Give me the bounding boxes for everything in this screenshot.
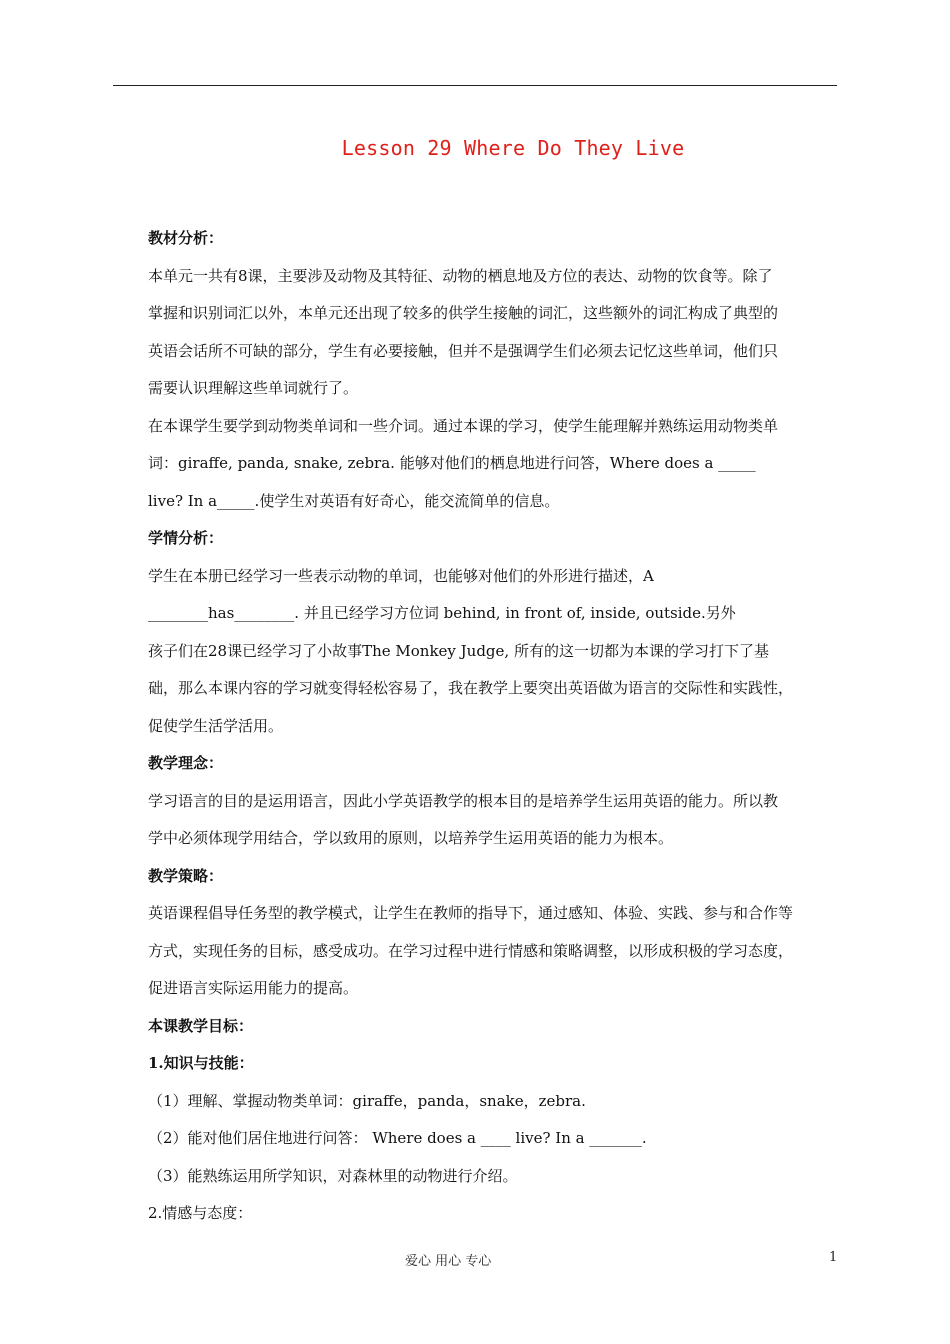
- paragraph-line: 需要认识理解这些单词就行了。: [148, 379, 359, 397]
- paragraph-line: 孩子们在28课已经学习了小故事The Monkey Judge, 所有的这一切都为本课的学习打下了基: [148, 641, 769, 660]
- paragraph-line: 本单元一共有8课，主要涉及动物及其特征、动物的栖息地及方位的表达、动物的饮食等。除了: [148, 266, 773, 285]
- goal-item: （1）理解、掌握动物类单词：giraffe，panda，snake，zebra.: [148, 1091, 586, 1110]
- paragraph-line: 促使学生活学活用。: [148, 716, 284, 735]
- subheading-knowledge-skills: 1.知识与技能：: [148, 1054, 254, 1072]
- header-rule: [113, 85, 837, 86]
- paragraph-line: 掌握和识别词汇以外，本单元还出现了较多的供学生接触的词汇，这些额外的词汇构成了典型的: [148, 304, 779, 322]
- goal-item: （2）能对他们居住地进行问答： Where does a ____ live? In a _______.: [148, 1129, 647, 1147]
- paragraph-line: live? In a_____.使学生对英语有好奇心，能交流简单的信息。: [148, 491, 560, 510]
- paragraph-line: 促进语言实际运用能力的提高。: [148, 979, 359, 997]
- section-heading-student-analysis: 学情分析：: [148, 529, 224, 547]
- page-number: 1: [829, 1250, 838, 1265]
- subheading-emotion-attitude: 2.情感与态度：: [148, 1204, 253, 1222]
- paragraph-line: 英语会话所不可缺的部分，学生有必要接触，但并不是强调学生们必须去记忆这些单词，他们只: [148, 341, 779, 360]
- section-heading-teaching-goals: 本课教学目标：: [148, 1016, 254, 1035]
- paragraph-line: 学习语言的目的是运用语言，因此小学英语教学的根本目的是培养学生运用英语的能力。所以教: [148, 791, 779, 810]
- paragraph-line: 础，那么本课内容的学习就变得轻松容易了，我在教学上要突出英语做为语言的交际性和实践性，: [148, 679, 794, 697]
- paragraph-line: 英语课程倡导任务型的教学模式，让学生在教师的指导下，通过感知、体验、实践、参与和合作等: [148, 904, 794, 922]
- paragraph-line: ________has________. 并且已经学习方位词 behind, in front of, inside, outside.另外: [148, 604, 736, 622]
- section-heading-teaching-philosophy: 教学理念：: [148, 754, 224, 772]
- document-body: [148, 220, 848, 1233]
- footer-motto: 爱心 用心 专心: [405, 1254, 492, 1269]
- goal-item: （3）能熟练运用所学知识，对森林里的动物进行介绍。: [148, 1166, 518, 1185]
- paragraph-line: 方式，实现任务的目标，感受成功。在学习过程中进行情感和策略调整，以形成积极的学习态度，: [148, 941, 794, 960]
- section-heading-textbook-analysis: 教材分析：: [148, 229, 224, 247]
- page-title: Lesson 29 Where Do They Live: [341, 136, 685, 160]
- paragraph-line: 学中必须体现学用结合，学以致用的原则，以培养学生运用英语的能力为根本。: [148, 829, 674, 847]
- paragraph-line: 词：giraffe, panda, snake, zebra. 能够对他们的栖息地进行问答，Where does a _____: [148, 454, 756, 472]
- section-heading-teaching-strategy: 教学策略：: [148, 866, 224, 885]
- paragraph-line: 学生在本册已经学习一些表示动物的单词，也能够对他们的外形进行描述，A: [148, 566, 654, 585]
- paragraph-line: 在本课学生要学到动物类单词和一些介词。通过本课的学习，使学生能理解并熟练运用动物类单: [148, 416, 779, 435]
